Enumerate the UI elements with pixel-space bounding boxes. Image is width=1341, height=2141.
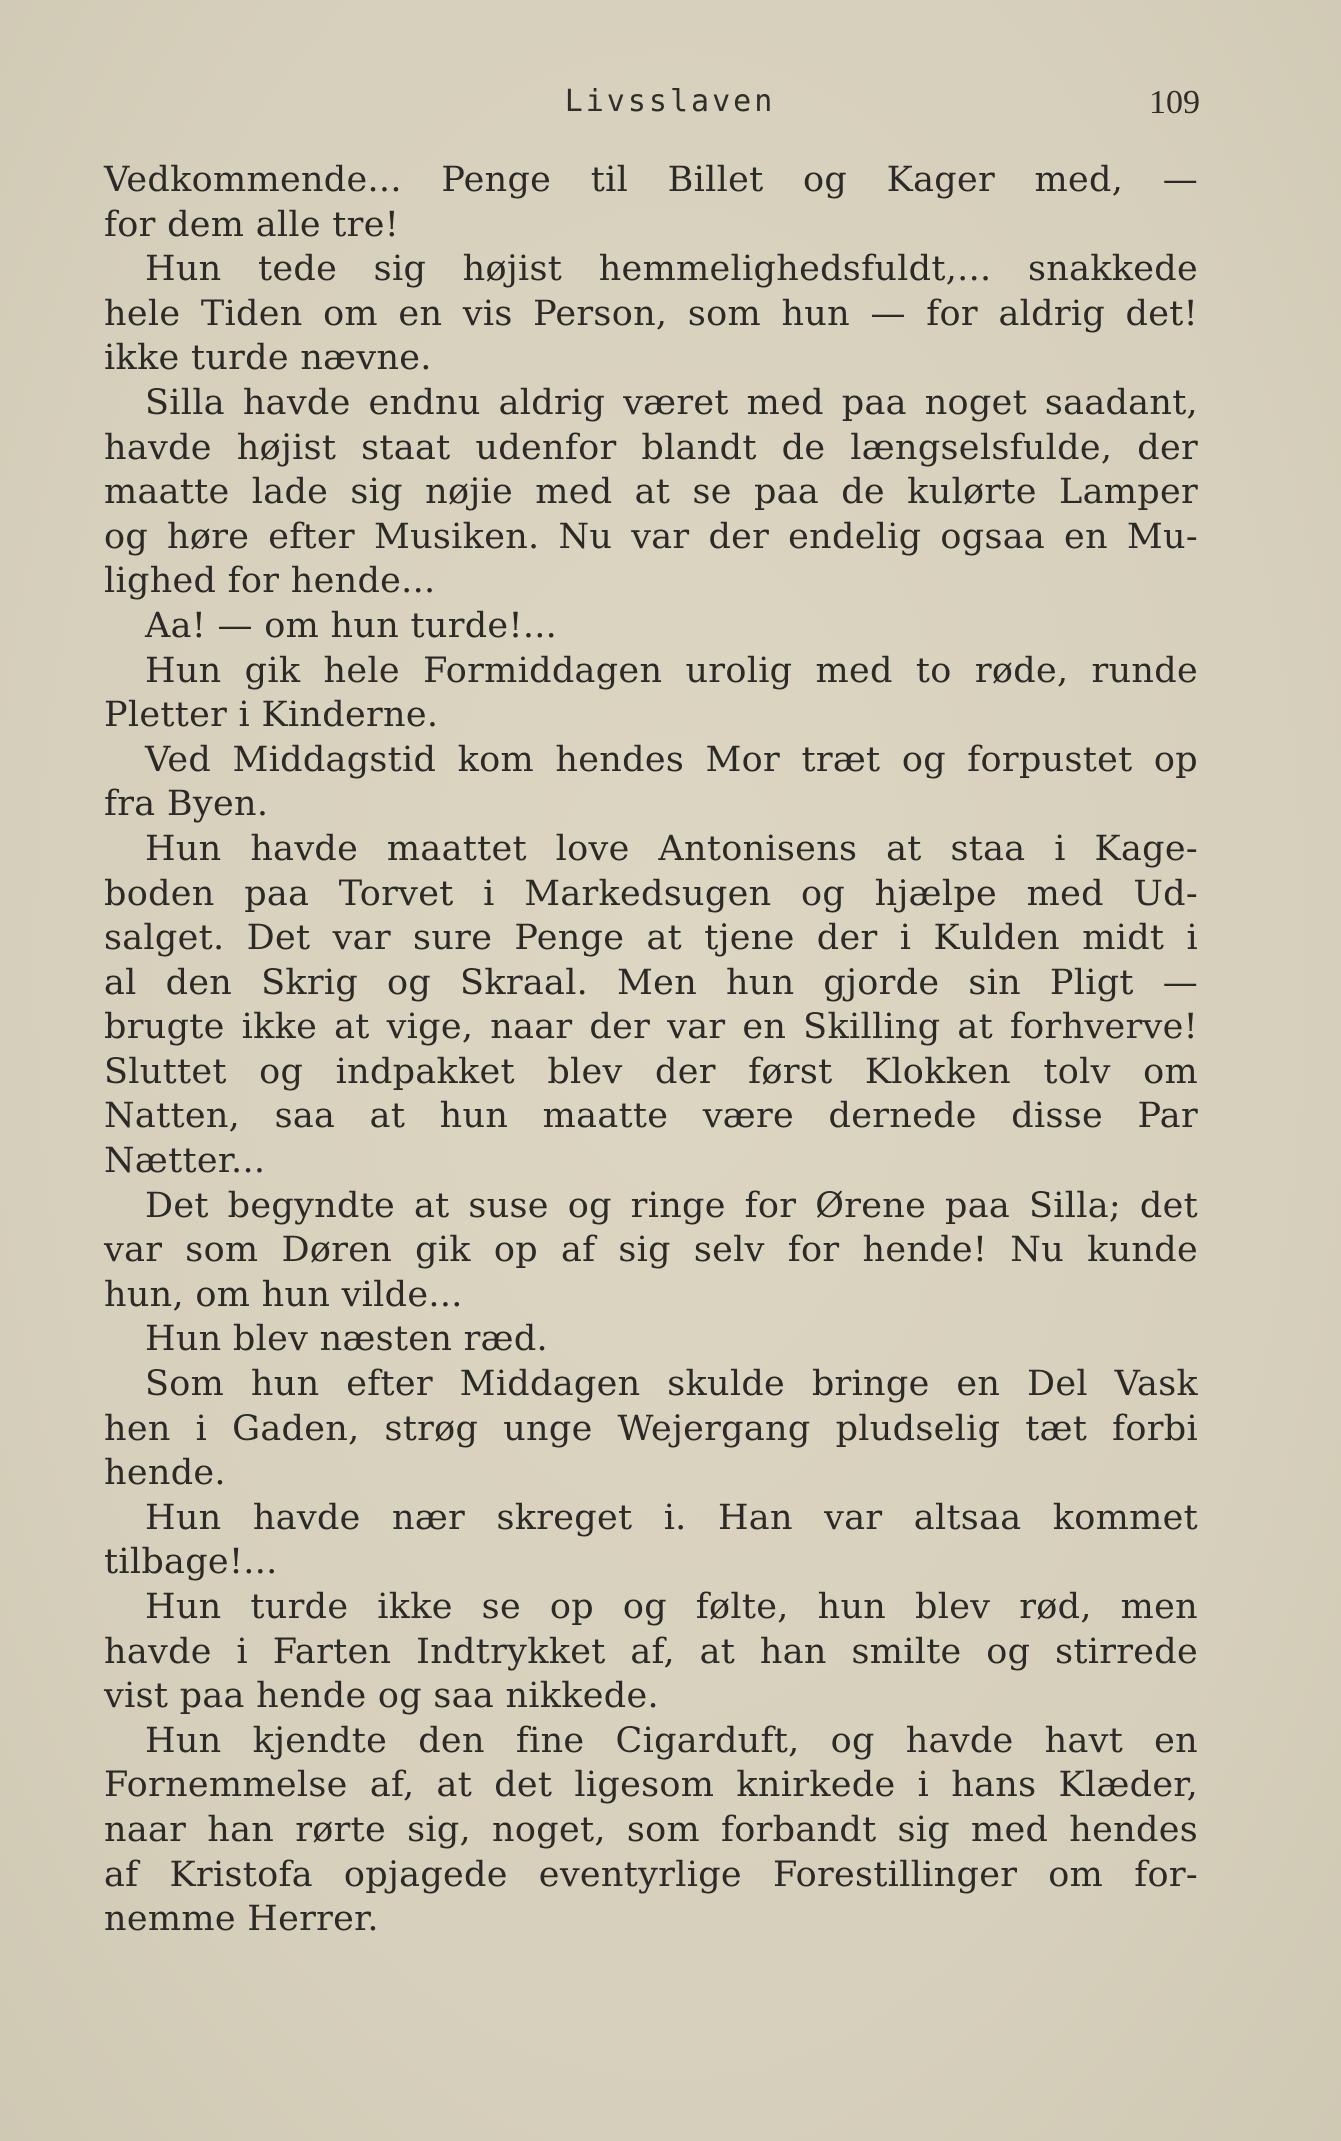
text-line: maatte lade sig nøjie med at se paa de kulørte Lamper <box>104 472 1198 513</box>
text-line: Hun tede sig højist hemmelighedsfuldt,... snakkede <box>145 249 1198 290</box>
text-line: Hun turde ikke se op og følte, hun blev rød, men <box>145 1587 1198 1627</box>
text-line: Silla havde endnu aldrig været med paa noget saadant, <box>145 382 1198 423</box>
text-line: havde i Farten Indtrykket af, at han smilte og stirrede <box>104 1631 1198 1672</box>
text-line: hen i Gaden, strøg unge Wejergang pludselig tæt forbi <box>104 1408 1198 1449</box>
text-line: brugte ikke at vige, naar der var en Skilling at forhverve! <box>104 1007 1198 1048</box>
text-line: tilbage!... <box>104 1542 278 1583</box>
text-line: hun, om hun vilde... <box>104 1274 463 1315</box>
text-line: var som Døren gik op af sig selv for hende! Nu kunde <box>104 1230 1198 1271</box>
text-line: Som hun efter Middagen skulde bringe en Del Vask <box>145 1364 1198 1405</box>
text-line: Hun blev næsten ræd. <box>145 1319 548 1360</box>
text-line: for dem alle tre! <box>104 204 400 245</box>
text-line: fra Byen. <box>104 784 269 825</box>
text-line: af Kristofa opjagede eventyrlige Forestillinger om for- <box>104 1854 1198 1895</box>
text-line: Vedkommende... Penge til Billet og Kager med, — <box>104 160 1198 200</box>
text-line: al den Skrig og Skraal. Men hun gjorde sin Pligt — <box>104 962 1198 1003</box>
text-line: nemme Herrer. <box>104 1899 379 1940</box>
text-line: Hun havde nær skreget i. Han var altsaa kommet <box>145 1497 1198 1538</box>
text-line: naar han rørte sig, noget, som forbandt sig med hendes <box>104 1809 1198 1850</box>
page-number: 109 <box>1149 84 1200 121</box>
text-line: og høre efter Musiken. Nu var der endelig ogsaa en Mu- <box>104 516 1198 557</box>
text-line: Hun havde maattet love Antonisens at staa i Kage- <box>145 828 1198 869</box>
text-line: Nætter... <box>104 1141 266 1182</box>
text-line: vist paa hende og saa nikkede. <box>104 1676 659 1717</box>
text-line: Fornemmelse af, at det ligesom knirkede i hans Klæder, <box>104 1765 1198 1806</box>
text-line: Aa! — om hun turde!... <box>145 605 558 646</box>
text-line: Sluttet og indpakket blev der først Klokken tolv om <box>104 1051 1198 1092</box>
text-line: boden paa Torvet i Markedsugen og hjælpe med Ud- <box>104 873 1198 914</box>
text-line: lighed for hende... <box>104 561 436 602</box>
text-line: ikke turde nævne. <box>104 338 432 379</box>
text-line: Pletter i Kinderne. <box>104 695 439 736</box>
text-line: Ved Middagstid kom hendes Mor træt og forpustet op <box>145 739 1198 780</box>
text-line: hele Tiden om en vis Person, som hun — for aldrig det! <box>104 293 1198 334</box>
text-line: hende. <box>104 1453 226 1494</box>
text-line: havde højist staat udenfor blandt de længselsfulde, der <box>104 427 1198 468</box>
text-line: Natten, saa at hun maatte være dernede disse Par <box>104 1096 1198 1137</box>
text-line: salget. Det var sure Penge at tjene der i Kulden midt i <box>104 918 1198 959</box>
text-line: Det begyndte at suse og ringe for Ørene paa Silla; det <box>145 1185 1198 1226</box>
text-line: Hun kjendte den fine Cigarduft, og havde havt en <box>145 1720 1198 1761</box>
running-title: Livsslaven <box>564 84 776 119</box>
body-text <box>104 158 1198 1942</box>
text-line: Hun gik hele Formiddagen urolig med to røde, runde <box>145 650 1198 691</box>
